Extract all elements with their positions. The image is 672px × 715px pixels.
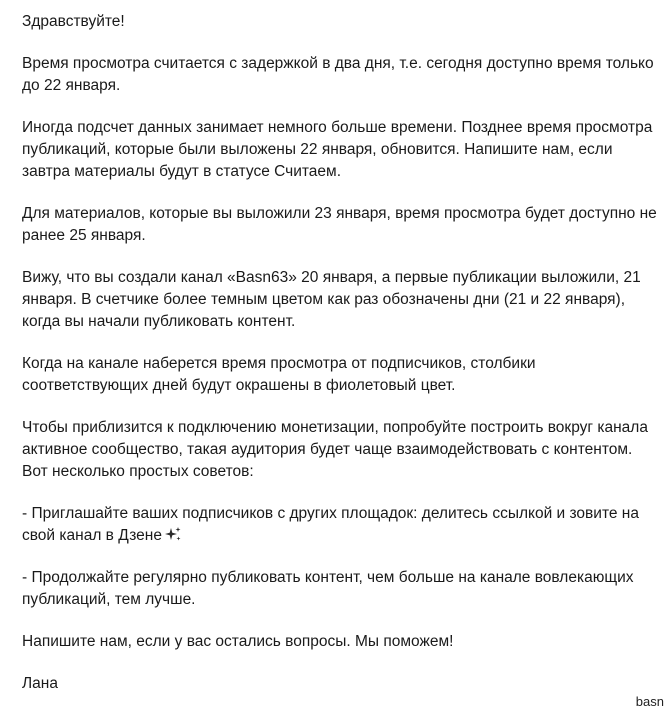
paragraph-subscriber-time: Когда на канале наберется время просмотра от подписчиков, столбики соответствующих дней будут окрашены в фиолетовый цвет. xyxy=(22,355,536,394)
tip-invite-text: - Приглашайте ваших подписчиков с других площадок: делитесь ссылкой и зовите на свой канал в Дзене xyxy=(22,505,639,544)
greeting: Здравствуйте! xyxy=(22,13,125,30)
paragraph-availability: Для материалов, которые вы выложили 23 января, время просмотра будет доступно не ранее 25 января. xyxy=(22,205,657,244)
support-message xyxy=(22,11,662,715)
signature: Лана xyxy=(22,675,58,692)
tip-invite-subscribers xyxy=(22,503,662,547)
sparkles-icon xyxy=(164,526,182,542)
watermark: basn xyxy=(635,694,664,709)
paragraph-monetization-advice: Чтобы приблизится к подключению монетизации, попробуйте построить вокруг канала активное сообщество, такая аудитория будет чаще взаимодействовать с контентом. Вот несколько простых советов: xyxy=(22,419,648,480)
paragraph-data-processing: Иногда подсчет данных занимает немного больше времени. Позднее время просмотра публикаций, которые были выложены 22 января, обновится. Напишите нам, если завтра материалы будут в статусе Считаем. xyxy=(22,119,653,180)
closing-line: Напишите нам, если у вас остались вопросы. Мы поможем! xyxy=(22,633,454,650)
paragraph-channel-info: Вижу, что вы создали канал «Basn63» 20 января, а первые публикации выложили, 21 января. В счетчике более темным цветом как раз обозначены дни (21 и 22 января), когда вы начали публиковать контент. xyxy=(22,269,641,330)
paragraph-delay: Время просмотра считается с задержкой в два дня, т.е. сегодня доступно время только до 22 января. xyxy=(22,55,654,94)
tip-publish-regularly: - Продолжайте регулярно публиковать контент, чем больше на канале вовлекающих публикаций, тем лучше. xyxy=(22,569,634,608)
